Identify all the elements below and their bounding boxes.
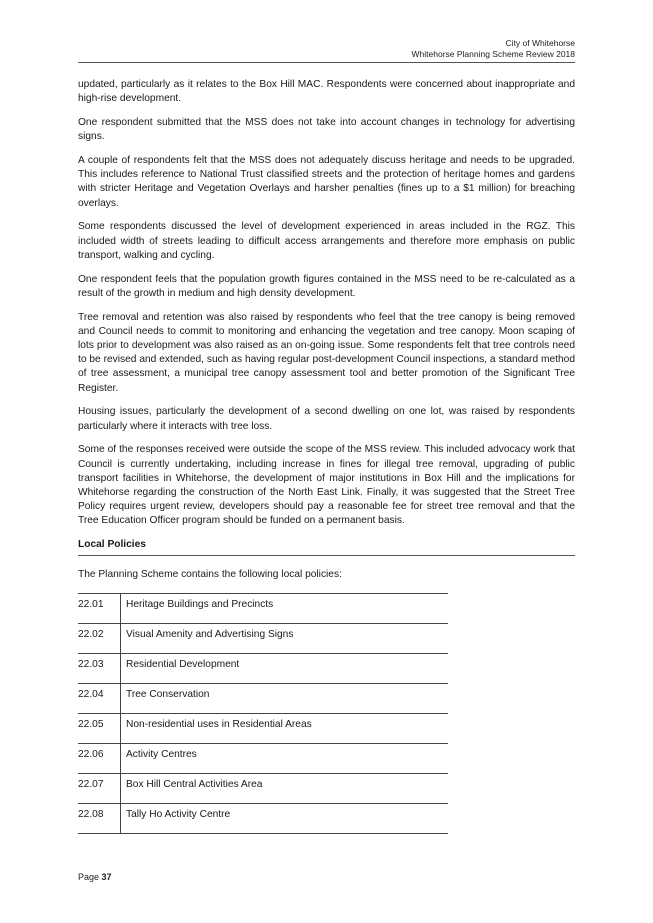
table-row: [78, 683, 448, 713]
page-header: [412, 38, 575, 60]
policy-name: Residential Development: [121, 653, 449, 683]
page-footer: [78, 872, 112, 882]
page-label: Page: [78, 872, 100, 882]
policy-code: 22.04: [78, 683, 121, 713]
table-row: [78, 713, 448, 743]
header-divider: [78, 62, 575, 63]
policy-name: Tally Ho Activity Centre: [121, 803, 449, 833]
policy-code: 22.03: [78, 653, 121, 683]
paragraph: One respondent submitted that the MSS does not take into account changes in technology for advertising signs.: [78, 117, 575, 143]
policy-code: 22.01: [78, 593, 121, 623]
paragraph: Tree removal and retention was also raised by respondents who feel that the tree canopy is being removed and Council needs to commit to monitoring and enhancing the vegetation and tree canopy. Moon scaping of lots prior to development was also raised as an on-going issue. Some respondents felt that tree controls need to be revised and extended, such as having regular post-development Council inspections, a standard method of tree assessment, a municipal tree canopy assessment tool and better promotion of the Significant Tree Register.: [78, 311, 575, 394]
policy-code: 22.06: [78, 743, 121, 773]
table-row: [78, 653, 448, 683]
policy-code: 22.08: [78, 803, 121, 833]
policy-name: Tree Conservation: [121, 683, 449, 713]
page-number: 37: [101, 872, 112, 882]
policy-name: Heritage Buildings and Precincts: [121, 593, 449, 623]
table-row: [78, 593, 448, 623]
paragraph: One respondent feels that the population growth figures contained in the MSS need to be re-calculated as a result of the growth in medium and high density development.: [78, 273, 575, 299]
policy-name: Visual Amenity and Advertising Signs: [121, 623, 449, 653]
paragraph: A couple of respondents felt that the MSS does not adequately discuss heritage and needs to be upgraded. This includes reference to National Trust classified streets and the protection of heritage homes and gardens with stricter Heritage and Vegetation Overlays and harsher penalties (fines up to a $1 million) for breaching overlays.: [78, 155, 575, 209]
table-row: [78, 803, 448, 833]
section-heading-local-policies: Local Policies: [78, 538, 575, 556]
local-policies-table: [78, 593, 448, 834]
local-policies-intro: The Planning Scheme contains the following local policies:: [78, 569, 342, 581]
policy-code: 22.02: [78, 623, 121, 653]
policy-name: Activity Centres: [121, 743, 449, 773]
paragraph: Housing issues, particularly the development of a second dwelling on one lot, was raised by respondents particularly where it interacts with tree loss.: [78, 406, 575, 432]
paragraph: Some of the responses received were outside the scope of the MSS review. This included advocacy work that Council is currently undertaking, including increase in fines for illegal tree removal, upgrading of public transport facilities in Whitehorse, the development of major institutions in Box Hill and the implications for Whitehorse regarding the construction of the North East Link. Finally, it was suggested that the Street Tree Policy requires urgent review, developers should pay a reasonable fee for street tree removal and that the Tree Education Officer program should be funded on a permanent basis.: [78, 444, 575, 527]
paragraph: updated, particularly as it relates to the Box Hill MAC. Respondents were concerned about inappropriate and high-rise development.: [78, 79, 575, 105]
table-row: [78, 773, 448, 803]
policy-name: Box Hill Central Activities Area: [121, 773, 449, 803]
header-document-title: Whitehorse Planning Scheme Review 2018: [411, 49, 575, 59]
page-content: [78, 78, 575, 834]
header-organisation: City of Whitehorse: [505, 38, 575, 48]
paragraph: Some respondents discussed the level of development experienced in areas included in the RGZ. This included width of streets leading to difficult access arrangements and therefore more emphasis on public transport, walking and cycling.: [78, 221, 575, 261]
policy-name: Non-residential uses in Residential Areas: [121, 713, 449, 743]
table-row: [78, 623, 448, 653]
policy-code: 22.05: [78, 713, 121, 743]
policy-code: 22.07: [78, 773, 121, 803]
table-row: [78, 743, 448, 773]
